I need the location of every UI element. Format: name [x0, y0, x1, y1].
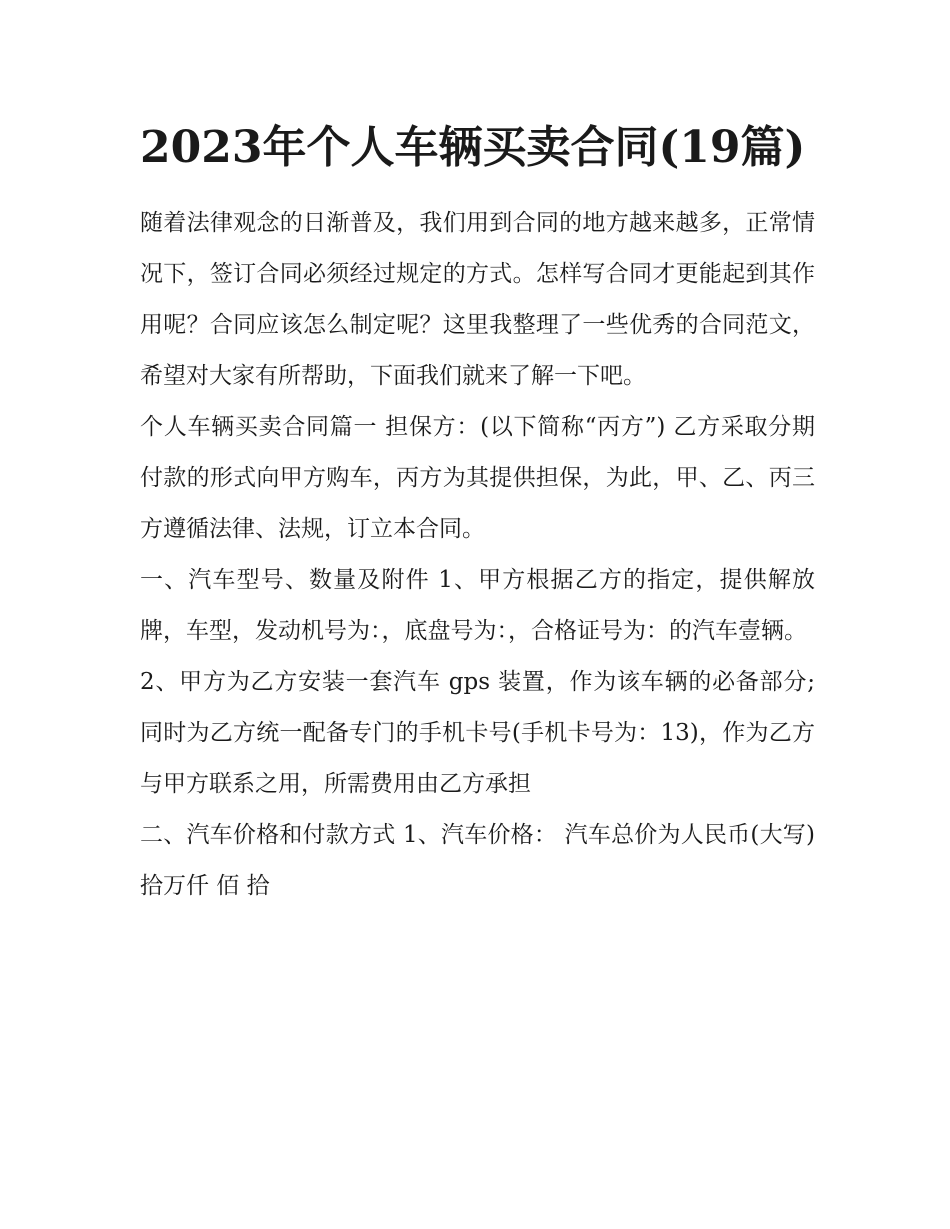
paragraph-guarantor: 个人车辆买卖合同篇一 担保方：(以下简称“丙方”) 乙方采取分期付款的形式向甲方购车，丙方为其提供担保，为此，甲、乙、丙三方遵循法律、法规，订立本合同。 — [140, 414, 815, 542]
document-title: 2023年个人车辆买卖合同(19篇) — [140, 122, 806, 173]
paragraph-intro: 随着法律观念的日渐普及，我们用到合同的地方越来越多，正常情况下，签订合同必须经过规定的方式。怎样写合同才更能起到其作用呢？合同应该怎么制定呢？这里我整理了一些优秀的合同范文，希望对大家有所帮助，下面我们就来了解一下吧。 — [140, 210, 815, 389]
paragraph-section-two: 二、汽车价格和付款方式 1、汽车价格： 汽车总价为人民币(大写) 拾万仟 佰 拾 — [140, 822, 815, 899]
paragraph-gps: 2、甲方为乙方安装一套汽车 gps 装置，作为该车辆的必备部分;同时为乙方统一配备专门的手机卡号(手机卡号为：13)，作为乙方与甲方联系之用，所需费用由乙方承担 — [140, 669, 815, 797]
paragraph-section-one: 一、汽车型号、数量及附件 1、甲方根据乙方的指定，提供解放牌，车型，发动机号为：，底盘号为：，合格证号为：的汽车壹辆。 — [140, 567, 815, 644]
document-page — [140, 116, 815, 912]
